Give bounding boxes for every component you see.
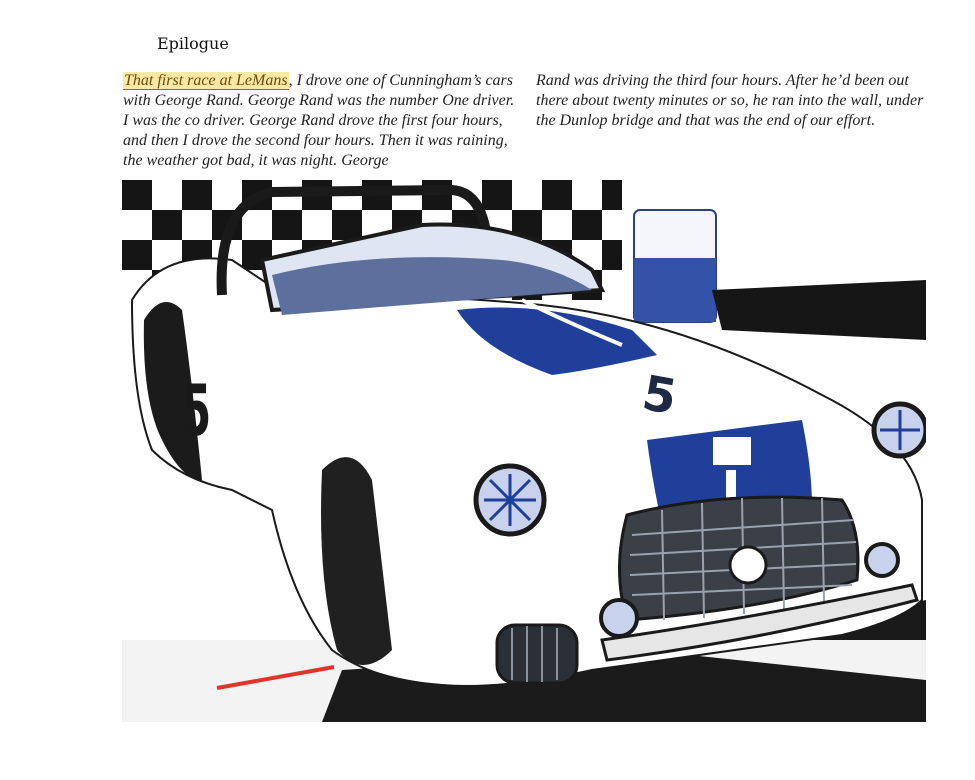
fog-light-right bbox=[866, 544, 898, 576]
air-intake bbox=[497, 625, 577, 683]
race-car-illustration bbox=[122, 180, 926, 722]
page-heading: Epilogue bbox=[157, 34, 229, 53]
side-number: 5 bbox=[182, 369, 212, 452]
article-column-left bbox=[123, 71, 518, 171]
left-column-text: , I drove one of Cunningham’s cars with George Rand. George Rand was the number One driver. I was the co driver. George Rand drove the first four hours, and then I drove the second four hours. Then it was raining, the weather got bad, it was night. George bbox=[123, 72, 515, 169]
grille-badge bbox=[730, 547, 766, 583]
hood-number: 5 bbox=[638, 365, 681, 426]
lead-highlight: That first race at LeMans bbox=[124, 72, 288, 89]
fog-light-left bbox=[601, 600, 637, 636]
right-column-text: Rand was driving the third four hours. After he’d been out there about twenty minutes or so, he ran into the wall, under the Dunlop bridge and that was the end of our effort. bbox=[536, 72, 924, 129]
ground-shadow bbox=[712, 280, 926, 340]
race-car-photo bbox=[122, 180, 926, 722]
article-column-right bbox=[536, 71, 931, 131]
